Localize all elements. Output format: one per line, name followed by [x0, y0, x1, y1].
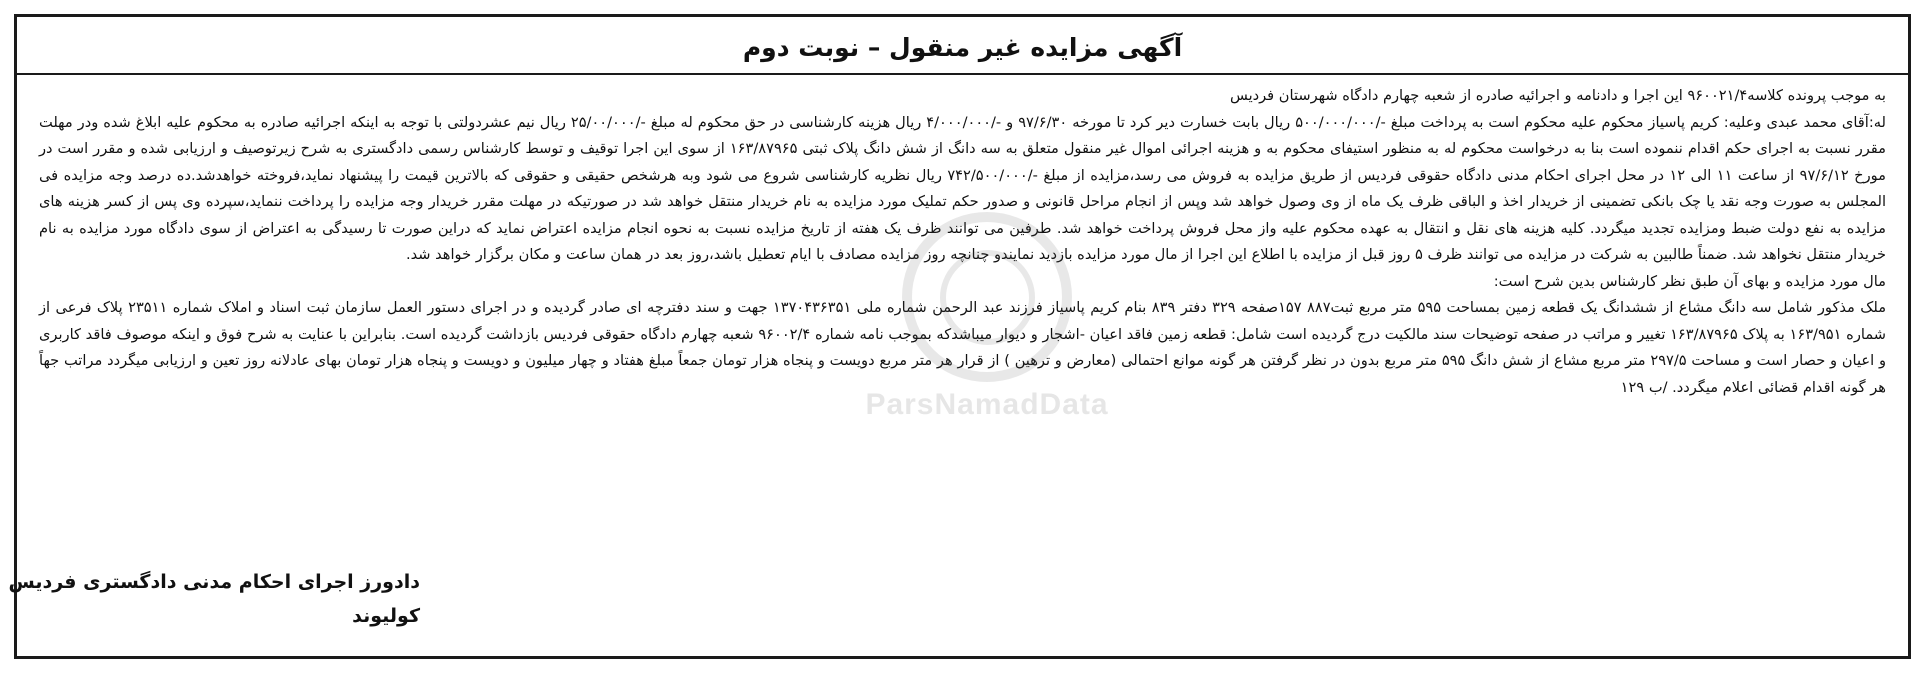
auction-notice: [8, 14, 1911, 659]
signature-title: دادورز اجرای احکام مدنی دادگستری فردیس: [8, 571, 420, 593]
notice-title: آگهی مزایده غیر منقول – نوبت دوم: [742, 33, 1183, 62]
judgment-details-paragraph: له:آقای محمد عبدی وعلیه: کریم پاسیاز محکوم علیه محکوم است به پرداخت مبلغ -/۵۰۰/۰۰۰/۰۰۰ ریال بابت خسارت دیر کرد تا مورخه ۹۷/۶/۳۰ و -/۴/۰۰۰/۰۰۰ ریال هزینه کارشناسی در حق محکوم له مبلغ -/۲۵/۰۰/۰۰۰ ریال نیم عشردولتی با توجه به اینکه اجرائیه صادره به محکوم علیه ابلاغ شده ودر مهلت مقرر نسبت به اجرای حکم اقدام ننموده است بنا به درخواست محکوم له به منظور استیفای محکوم به و هزینه اجرائی اموال غیر منقول متعلق به سه دانگ از شش دانگ پلاک ثبتی ۱۶۳/۸۷۹۶۵ از سوی این اجرا توقیف و توسط کارشناس رسمی دادگستری به شرح زیرتوصیف و ارزیابی شده و مقرر است در مورخ ۹۷/۶/۱۲ از ساعت ۱۱ الی ۱۲ در محل اجرای احکام مدنی دادگاه حقوقی فردیس از طریق مزایده به فروش می رسد،مزایده از مبلغ -/۷۴۲/۵۰۰/۰۰۰ ریال نظریه کارشناسی شروع می شود وبه هرشخص حقیقی و حقوقی که بالاترین قیمت را پیشنهاد نماید،فروخته خواهدشد.ده درصد وجه مزایده فی المجلس به صورت وجه نقد یا چک بانکی تضمینی از خریدار اخذ و الباقی ظرف یک ماه از وی وصول خواهد شد وپس از انجام مراحل قانونی و صدور حکم تملیک مورد مزایده به نام خریدار منتقل خواهد شد در صورتیکه در مهلت مقرر خریدار وجه مزایده را پرداخت ننماید،سپرده وی پس از کسر هزینه های مزایده به نفع دولت ضبط ومزایده تجدید میگردد. کلیه هزینه های نقل و انتقال به عهده محکوم علیه واز محل فروش پرداخت خواهد شد. طرفین می توانند ظرف یک هفته از تاریخ مزایده نسبت به نحوه انجام مزایده اعتراض نماید که دراین صورت تا رسیدگی به اعتراض از سوی دادگاه مورد مزایده به نام خریدار منتقل نخواهد شد. ضمناً طالبین به شرکت در مزایده می توانند ظرف ۵ روز قبل از مزایده با اطلاع این اجرا از مال مورد مزایده بازدید نمایندو چنانچه روز مزایده مصادف با ایام تعطیل باشد،روز بعد در همان ساعت و مکان برگزار خواهد شد.: [39, 113, 1887, 263]
watermark-brand: ParsNamadData: [865, 388, 1109, 421]
signature-name: کولیوند: [352, 605, 420, 627]
property-description-paragraph: ملک مذکور شامل سه دانگ مشاع از ششدانگ یک قطعه زمین بمساحت ۵۹۵ متر مربع ثبت۸۸۷ ۱۵۷صفحه ۳۲۹ دفتر ۸۳۹ بنام کریم پاسیاز فرزند عبد الرحمن شماره ملی ۱۳۷۰۴۳۶۳۵۱ جهت و سند دفترچه ای صادر گردیده و در اجرای دستور العمل سازمان ثبت اسناد و املاک شماره ۲۳۵۱۱ پلاک فرعی از شماره ۱۶۳/۹۵۱ به پلاک ۱۶۳/۸۷۹۶۵ تغییر و مراتب در صفحه توضیحات سند مالکیت درج گردیده است شامل: قطعه زمین فاقد اعیان -اشجار و دیوار میباشدکه بموجب نامه شماره ۹۶۰۰۲/۴ شعبه چهارم دادگاه حقوقی فردیس بازداشت گردیده است. بنابراین با عنایت به شرح فوق و اینکه موصوف فاقد کاربری و اعیان و حصار است و مساحت ۲۹۷/۵ متر مربع مشاع از شش دانگ ۵۹۵ متر مربع بدون در نظر گرفتن هر گونه موانع احتمالی (معارض و ترهین ) از قرار هر متر مربع دویست و پنجاه هزار تومان جمعاً مبلغ هفتاد و چهار میلیون و دویست و پنجاه هزار تومان بهای عادلانه روز تعین و ارزیابی میگردد مراتب جهاً هر گونه اقدام قضائی اعلام میگردد. /ب ۱۲۹: [39, 299, 1887, 396]
property-intro-paragraph: مال مورد مزایده و بهای آن طبق نظر کارشناس بدین شرح است:: [1493, 272, 1886, 290]
signature-block: [8, 565, 420, 633]
case-reference-paragraph: به موجب پرونده کلاسه۹۶۰۰۲۱/۴ این اجرا و دادنامه و اجرائیه صادره از شعبه چهارم دادگاه شهرستان فردیس: [1229, 87, 1886, 104]
notice-body: [17, 75, 1908, 401]
